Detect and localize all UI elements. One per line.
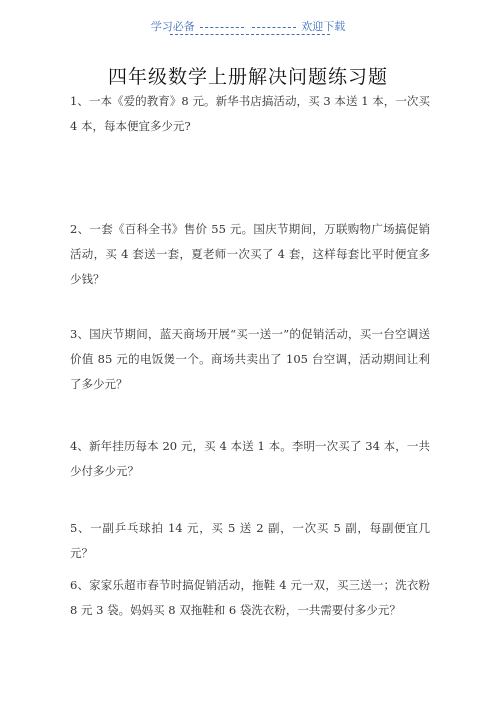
- document-title: 四年级数学上册解决问题练习题: [107, 66, 388, 88]
- question-6: 6、家家乐超市春节时搞促销活动，拖鞋 4 元一双，买三送一；洗衣粉 8 元 3 袋。妈妈买 8 双拖鞋和 6 袋洗衣粉，一共需要付多少元？: [70, 578, 430, 617]
- header-separator: [200, 27, 244, 28]
- question-1: 1、一本《爱的教育》8 元。新华书店搞活动，买 3 本送 1 本，一次买 4 本，每本便宜多少元?: [70, 94, 430, 133]
- question-5: 5、一副乒乓球拍 14 元，买 5 送 2 副，一次买 5 副，每副便宜几元？: [70, 521, 430, 560]
- header-right-text: 欢迎下载: [301, 20, 346, 33]
- header-left-text: 学习必备: [150, 20, 195, 33]
- page-header: [0, 18, 496, 34]
- question-2: 2、一套《百科全书》售价 55 元。国庆节期间，万联购物广场搞促销活动，买 4 套送一套，夏老师一次买了 4 套，这样每套比平时便宜多少钱？: [70, 222, 430, 286]
- question-3: 3、国庆节期间，蓝天商场开展“买一送一”的促销活动，买一台空调送价值 85 元的电饭煲一个。商场共卖出了 105 台空调，活动期间让利了多少元？: [70, 327, 430, 391]
- header-separator: [252, 27, 296, 28]
- question-4: 4、新年挂历每本 20 元，买 4 本送 1 本。李明一次买了 34 本，一共少付多少元？: [70, 439, 430, 478]
- header-rule: [170, 34, 330, 35]
